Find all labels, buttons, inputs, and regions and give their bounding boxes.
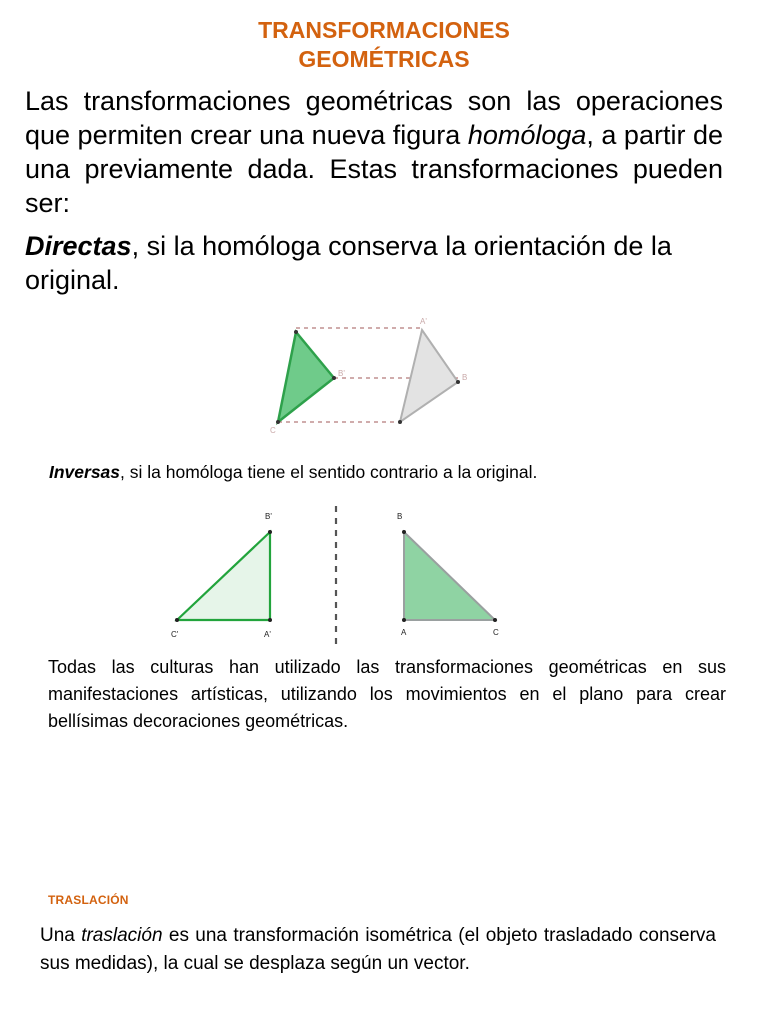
label-b-prime: B' xyxy=(338,369,345,378)
translated-triangle xyxy=(400,330,458,422)
directas-paragraph xyxy=(25,229,743,297)
vertex-point xyxy=(294,330,298,334)
intro-paragraph xyxy=(25,84,723,220)
vertex-point xyxy=(332,376,336,380)
vertex-point xyxy=(276,420,280,424)
page-title xyxy=(0,16,768,74)
inversas-paragraph xyxy=(49,460,729,484)
label-a-prime: A' xyxy=(264,630,271,639)
traslacion-text-end: es una transformación isométrica (el objeto trasladado conserva sus medidas), la cual se desplaza según un vector. xyxy=(40,925,716,974)
reflected-triangle xyxy=(177,532,270,620)
vertex-point xyxy=(268,530,272,534)
vertex-point xyxy=(402,530,406,534)
directas-term: Directas xyxy=(25,231,132,261)
label-c: C xyxy=(270,426,276,435)
traslacion-emphasis: traslación xyxy=(81,925,163,946)
label-a: A xyxy=(401,628,407,637)
label-c-prime: C' xyxy=(171,630,179,639)
original-triangle xyxy=(278,332,334,422)
traslacion-text-start: Una xyxy=(40,925,82,946)
label-b-prime: B' xyxy=(265,512,272,521)
vertex-point xyxy=(268,618,272,622)
label-b: B xyxy=(462,373,468,382)
directas-text: , si la homóloga conserva la orientación de la original. xyxy=(25,231,672,295)
culturas-paragraph: Todas las culturas han utilizado las transformaciones geométricas en sus manifestaciones artísticas, utilizando los movimientos en el plano para crear bellísimas decoraciones geométricas. xyxy=(48,657,726,731)
label-b: B xyxy=(397,512,403,521)
inverse-transformation-figure xyxy=(160,500,520,650)
original-triangle xyxy=(404,532,495,620)
inversas-term: Inversas xyxy=(49,462,121,482)
vertex-point xyxy=(175,618,179,622)
intro-emphasis: homóloga xyxy=(467,120,587,150)
direct-transformation-figure xyxy=(262,314,492,436)
traslacion-paragraph xyxy=(40,922,716,978)
inversas-text: , si la homóloga tiene el sentido contrario a la original. xyxy=(120,462,538,482)
vertex-point xyxy=(402,618,406,622)
label-c: C xyxy=(493,628,499,637)
vertex-point xyxy=(398,420,402,424)
title-line-1: TRANSFORMACIONES xyxy=(258,17,510,43)
vertex-point xyxy=(493,618,497,622)
traslacion-heading: TRASLACIÓN xyxy=(48,893,129,907)
title-line-2: GEOMÉTRICAS xyxy=(298,46,470,72)
label-a-prime: A' xyxy=(420,317,427,326)
intro-text-start: Las transformaciones geométricas son las operaciones que permiten crear una nueva figura xyxy=(25,86,723,150)
vertex-point xyxy=(456,380,460,384)
intro-text-end: , a partir de una previamente dada. Estas transformaciones pueden ser: xyxy=(25,120,723,218)
